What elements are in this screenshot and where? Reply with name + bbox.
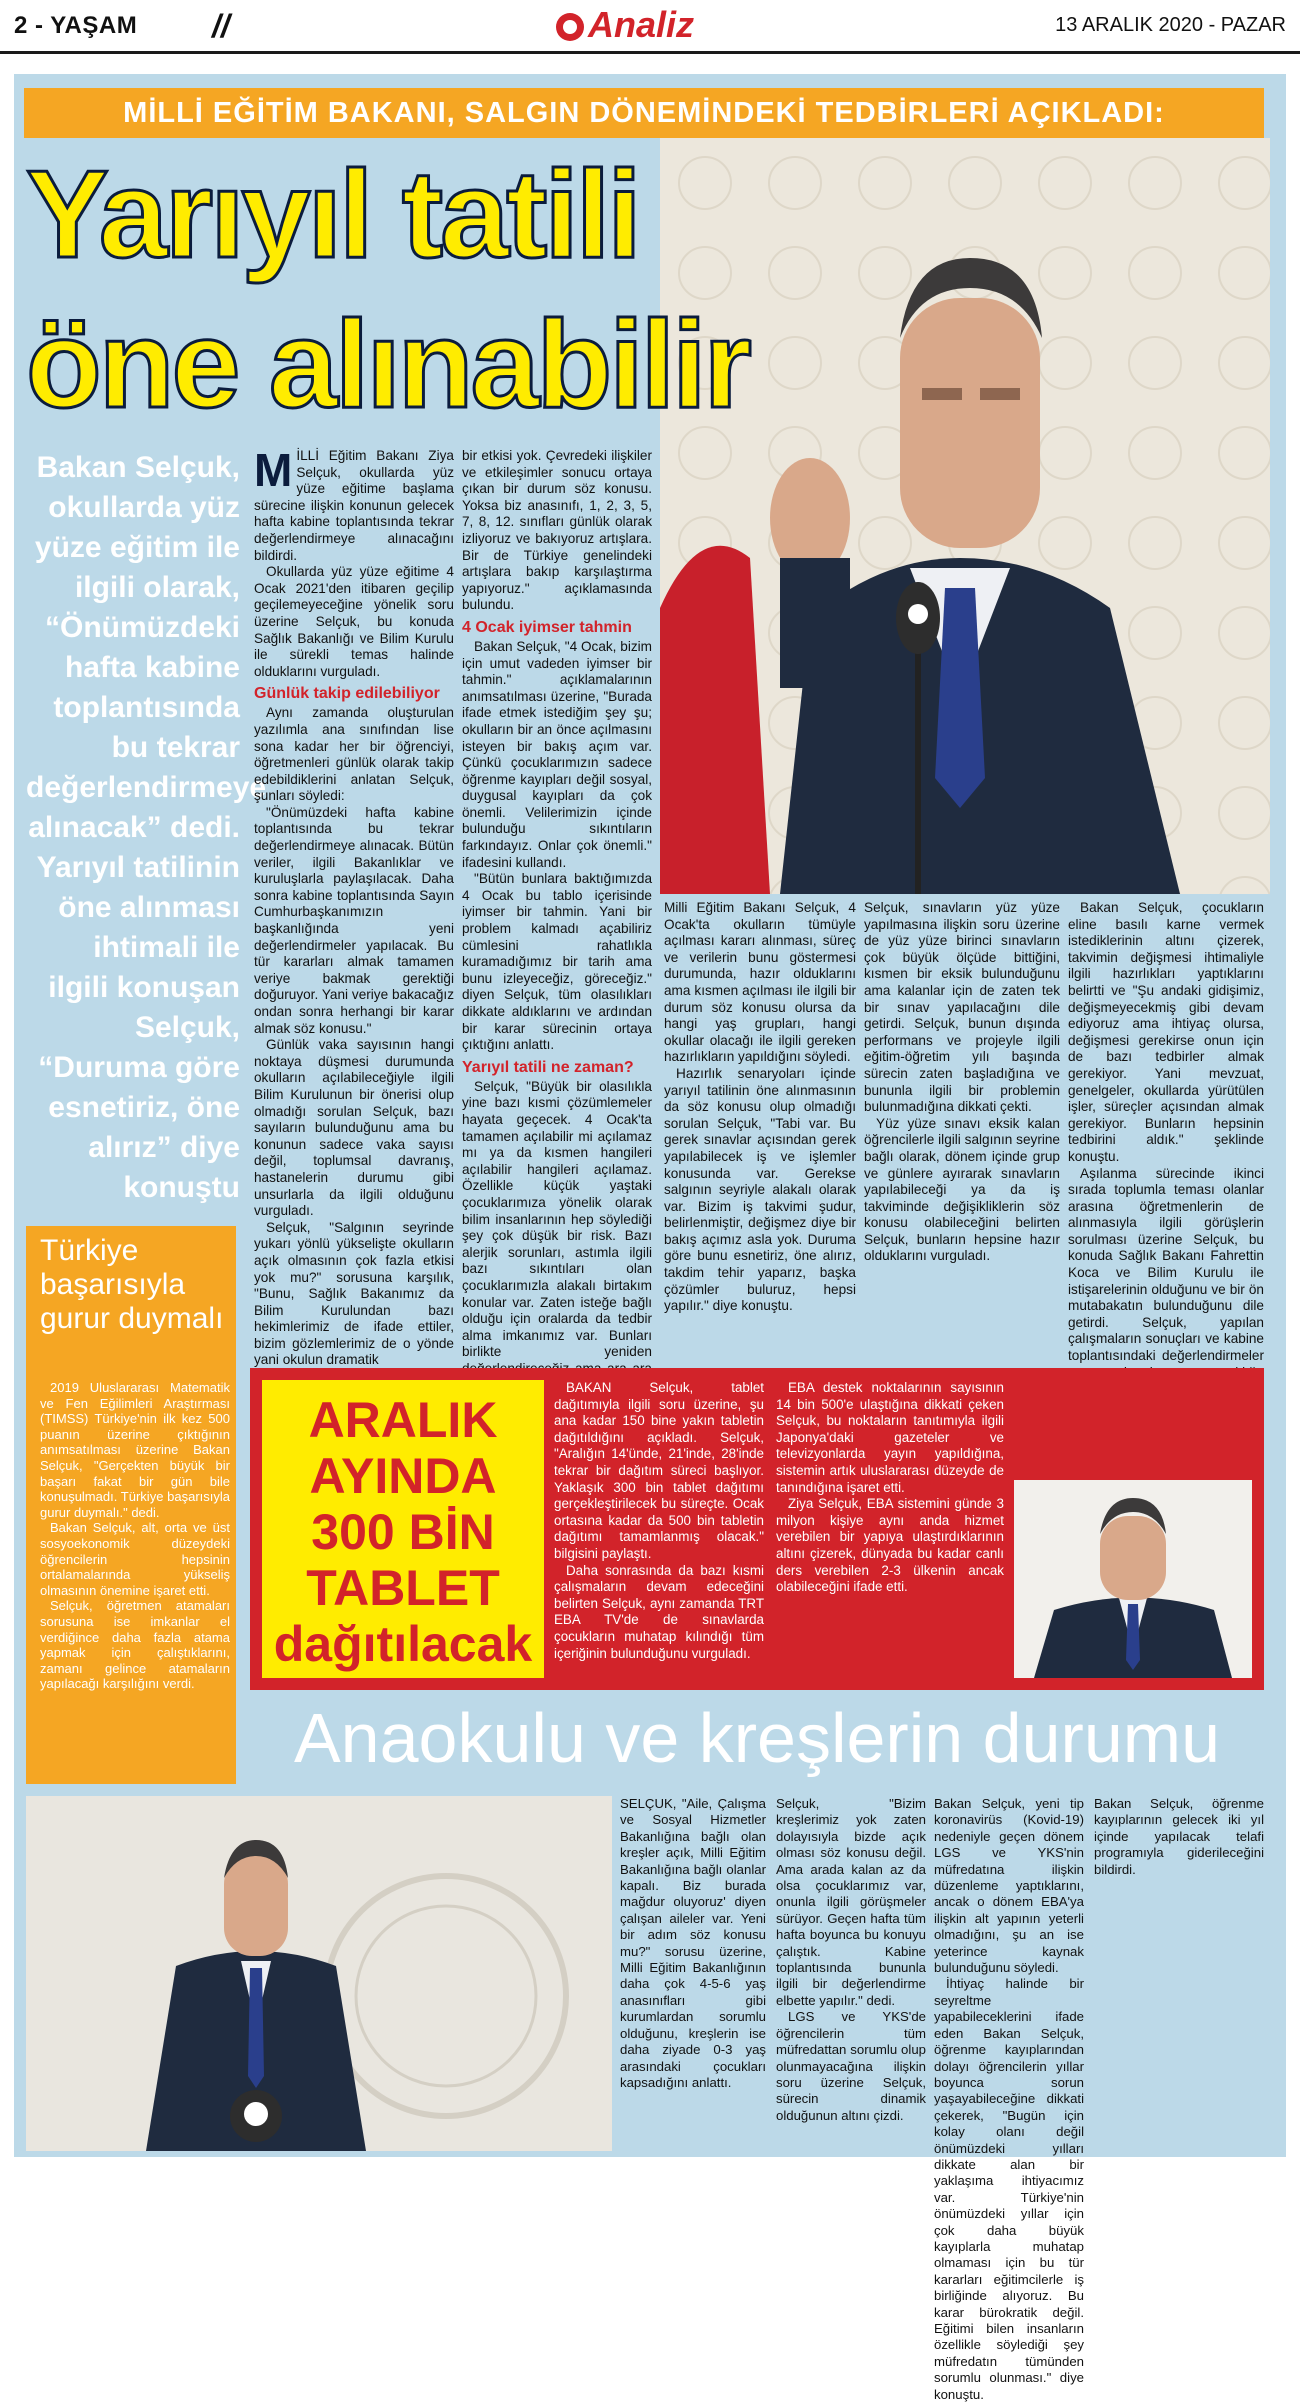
logo-icon <box>556 13 584 41</box>
sidebar-title: Türkiye başarısıyla gurur duymalı <box>40 1234 224 1335</box>
kindergarten-column-1 <box>620 1796 766 2091</box>
article-paragraph: Bakan Selçuk, "4 Ocak, bizim için umut vadeden iyimser bir tahmin." açıklamalarının anımsatılması üzerine, "Burada ifade etmek istediğim şey şu; okulların bir an önce açılmasını isteyen bir bakış açım var. Çünkü çocuklarımızın sadece öğrenme kayıpları değil sosyal, duygusal kayıpları da çok önemli. Velilerimizin içinde bulunduğu sıkıntıların farkındayız. Onlar çok önemli." ifadesini kullandı. <box>462 638 652 870</box>
article-paragraph: Günlük vaka sayısının hangi noktaya düşmesi durumunda okulların açılabileceğiyle ilgili Bilim Kurulunun bir önerisi olup olmadığı sorulan Selçuk, bazı sayıların bulunduğunu ama bu konunun sadece vaka sayısı değil, toplumsal davranış, hastanelerin durumu gibi unsurlarla da ilgili olduğunu vurguladı. <box>254 1037 454 1219</box>
kindergarten-paragraph: Bakan Selçuk, yeni tip koronavirüs (Kovid-19) nedeniyle geçen dönem LGS ve YKS'nin müfredatına ilişkin düzenleme yaptıklarını, ancak o dönem EBA'ya ilişkin alt yapının yeterli olmadığını, şu an ise yeterince kaynak bulunduğunu söyledi. <box>934 1796 1084 1976</box>
article-column-5 <box>1068 900 1264 1398</box>
sidebar-body <box>40 1380 230 1692</box>
article-paragraph: "Önümüzdeki hafta kabine toplantısında bu tekrar değerlendirmeye alınacak. Bütün veriler, ilgili Bakanlıklar ve kuruluşlarla paylaşılacak. Daha sonra kabine toplantısında Sayın Cumhurbaşkanımızın başkanlığında yeni değerlendirmeler yapılacak. Bu tür kararları almak tamamen veriye bakmak gerektiği doğuruyor. Yani veriye bakacağız ondan sonra herhangi bir karar almak söz konusu." <box>254 804 454 1036</box>
article-paragraph: Selçuk, "Salgının seyrinde yukarı yönlü yükselişte okulların açık olmasının çok fazla etkisi yok mu?" sorusuna karşılık, "Bunu, Sağlık Bakanımız da Bilim Kurulundan bazı hekimlerimiz de ifade ettiler, bizim gözlemlerimiz de o yönde yani okulun dramatik <box>254 1219 454 1368</box>
tablet-paragraph: Daha sonrasında da bazı kısmi çalışmaların devam edeceğini belirten Selçuk, aynı zamanda TRT EBA TV'de de sınavlarda çocukların muhatap kılındığı tüm içeriğinin bulunduğunu vurguladı. <box>554 1562 764 1661</box>
article-paragraph: Hazırlık senaryoları içinde yarıyıl tatilinin öne alınmasının da söz konusu olup olmadığı sorulan Selçuk, "Tabi var. Bu gerek sınavlar açısından gerek yapılabilecek iş ve işlemler konusunda var. Gerekse salgının seyriyle alakalı olarak var. Bizim iş takvimi şudur, belirlenmiştir, değişmez diye bir bakış açımız asla yok. Duruma göre bunu esnetiriz, öne alırız, takdim tehir yaparız, başka çözümler buluruz, hepsi yapılır." diye konuştu. <box>664 1065 856 1314</box>
tablet-headline <box>262 1392 544 1672</box>
kindergarten-paragraph: LGS ve YKS'de öğrencilerin tüm müfredattan sorumlu olup olunmayacağına ilişkin soru üzerine Selçuk, sürecin dinamik olduğunun altını çizdi. <box>776 2009 926 2123</box>
tablet-headline-line: TABLET <box>306 1560 500 1616</box>
headline-line-1: Yarıyıl tatili <box>26 146 639 284</box>
kindergarten-column-3 <box>934 1796 1084 2403</box>
tablet-paragraph: EBA destek noktalarının sayısının 14 bin 500'e ulaştığına dikkati çeken Selçuk, bu noktaların tanıtımıyla ilgili Japonya'daki gazeteler ve televizyonlarda yayın yapıldığına, sistemin artık uluslararası düzeyde de tanındığına işaret etti. <box>776 1380 1004 1495</box>
kicker-banner: MİLLİ EĞİTİM BAKANI, SALGIN DÖNEMİNDEKİ TEDBİRLERİ AÇIKLADI: <box>24 88 1264 138</box>
lead-summary: Bakan Selçuk, okullarda yüz yüze eğitim ile ilgili olarak, “Önümüzdeki hafta kabine toplantısında bu tekrar değerlendirmeye alınacak” dedi. Yarıyıl tatilinin öne alınması ihtimali ile ilgili konuşan Selçuk, “Duruma göre esnetiriz, öne alırız” diye konuştu <box>26 451 267 1204</box>
newspaper-logo <box>556 4 694 46</box>
logo-text: Analiz <box>588 4 695 45</box>
article-paragraph: Aynı zamanda oluşturulan yazılımla ana sınıfından lise sona kadar her bir öğrenciyi, öğretmenleri günlük olarak takip edebildiklerini anlatan Selçuk, şunları söyledi: <box>254 705 454 804</box>
tablet-column-2 <box>776 1380 1004 1596</box>
kindergarten-headline: Anaokulu ve kreşlerin durumu <box>293 1699 1221 1777</box>
page-section-label: 2 - YAŞAM <box>14 12 138 39</box>
sidebar-paragraph: Selçuk, öğretmen atamaları sorusuna ise imkanlar el verdiğince daha fazla atama yapmak için çalıştıklarını, zamanı gelince atamaların yapılacağı karşılığını verdi. <box>40 1598 230 1692</box>
tablet-headline-line: AYINDA <box>309 1448 497 1504</box>
headline-line-2: öne alınabilir <box>26 296 749 434</box>
article-column-4 <box>864 900 1060 1265</box>
article-paragraph: Milli Eğitim Bakanı Selçuk, 4 Ocak'ta okulların tümüyle açılması kararı alınması, süreç ve verilerin bunu göstermesi durumunda, hazır olduklarını ama kısmen açılması ile ilgili bir durum söz konusu olursa da hangi yaş grupları, hangi okullar olacağı ile ilgili gereken hazırlıkların yapıldığını söyledi. <box>664 900 856 1065</box>
tablet-headline-line: dağıtılacak <box>273 1616 533 1672</box>
article-paragraph: Okullarda yüz yüze eğitime 4 Ocak 2021'den itibaren geçilip geçilemeyeceğine yönelik soru üzerine Selçuk, bu konuda Sağlık Bakanlığı ve Bilim Kurulu ile sürekli temas halinde olduklarını vurguladı. <box>254 564 454 679</box>
article-paragraph: Yüz yüze sınavı eksik kalan öğrencilerle ilgili salgının seyrine bağlı olarak, dönem içinde grup ve günlere ayırarak sınavların yapılabileceği ya da iş takviminde değişikliklerin söz konusu olabileceğini belirten Selçuk, bunların hepsine hazır olduklarını vurguladı. <box>864 1115 1060 1264</box>
kindergarten-paragraph: Bakan Selçuk, öğrenme kayıplarının gelecek iki yıl içinde yapılacak telafi programıyla giderileceğini bildirdi. <box>1094 1796 1264 1877</box>
article-column-1 <box>254 444 454 1369</box>
article-column-3 <box>664 900 856 1315</box>
bottom-photo <box>26 1796 612 2151</box>
kindergarten-paragraph: SELÇUK, "Aile, Çalışma ve Sosyal Hizmetler Bakanlığına bağlı olan kreşler açık, Milli Eğitim Bakanlığına bağlı olanlar kapalı. Biz burada mağdur oluyoruz' diyen çalışan aileler var. Yeni bir adım söz konusu mu?" sorusu üzerine, Milli Eğitim Bakanlığının daha çok 4-5-6 yaş anasınıfları gibi kurumlardan sorumlu olduğunu, kreşlerin ise daha ziyade 0-3 yaş arasındaki çocukları kapsadığını anlattı. <box>620 1796 766 2090</box>
main-headline <box>26 140 946 440</box>
tablet-paragraph: BAKAN Selçuk, tablet dağıtımıyla ilgili soru üzerine, şu ana kadar 150 bine yakın tabletin dağıtıldığını açıkladı. Selçuk, "Aralığın 14'ünde, 21'inde, 28'inde tekrar bir dağıtım süreci başlıyor. Yaklaşık 300 bin tablet dağıtımı gerçekleştirilecek bu süreçte. Ocak ortasına kadar da 500 bin tabletin dağıtımı tamamlanmış olacak." bilgisini paylaştı. <box>554 1380 764 1561</box>
issue-date: 13 ARALIK 2020 - PAZAR <box>1055 14 1286 36</box>
article-column-2 <box>462 448 652 1394</box>
sidebar-paragraph: Bakan Selçuk, alt, orta ve üst sosyoekonomik düzeydeki öğrencilerin hepsinin ortalamalarında yükseliş olmasının önemine işaret etti. <box>40 1520 230 1598</box>
kindergarten-column-2 <box>776 1796 926 2124</box>
article-subheading: 4 Ocak iyimser tahmin <box>462 618 632 636</box>
article-paragraph: MİLLİ Eğitim Bakanı Ziya Selçuk, okullarda yüz yüze eğitime başlama sürecine ilişkin konunun gelecek hafta kabine toplantısında tekrar değerlendirmeye alınacağını bildirdi. <box>254 444 454 563</box>
minister-portrait-photo <box>1014 1480 1252 1678</box>
article-paragraph: bir etkisi yok. Çevredeki ilişkiler ve etkileşimler sonucu ortaya çıkan bir durum söz konusu. Yoksa biz anasınıfı, 1, 2, 3, 5, 7, 8, 12. sınıfları günlük olarak izliyoruz ve bakıyoruz artışlara. Bir de Türkiye genelindeki artışlara bakıp karşılaştırma yapıyoruz." açıklamasında bulundu. <box>462 448 652 613</box>
article-subheading: Günlük takip edilebiliyor <box>254 685 440 703</box>
article-paragraph: "Bütün bunlara baktığımızda 4 Ocak bu tablo içerisinde iyimser bir tahmin. Yani bir problem kalmadı açabiliriz cümlesini rahatlıkla kuramadığımız bir tarih ama bunu izleyeceğiz, göreceğiz." diyen Selçuk, tüm olasılıkları dikkate aldıklarını ve ardından bir karar sürecinin ortaya çıktığını anlattı. <box>462 871 652 1053</box>
dropcap: M <box>254 444 293 496</box>
article-paragraph: Selçuk, "Büyük bir olasılıkla yine bazı kısmi çözümlemeler hayata geçecek. 4 Ocak'ta tamamen açılabilir mi açılamaz mı ya da kısmen hangileri açılabilir hangileri açılamaz. Özellikle küçük yaştaki çocuklarımıza yönelik olarak bilim insanlarının hep söylediği şey çok düşük bir risk. Bazı alerjik sorunları, astımla ilgili bazı sıkıntıları olan çocuklarımızla alakalı birtakım konular var. Zaten isteğe bağlı olduğu için oralarda da tedbir alma imkanımız var. Bunları birlikte yeniden <box>462 1078 652 1360</box>
kindergarten-paragraph: Selçuk, "Bizim kreşlerimiz yok zaten dolayısıyla bizde açık olması söz konusu değil. Ama arada kalan az da olsa çocuklarımız var, onunla ilgili görüşmeler sürüyor. Geçen hafta tüm hafta boyunca bu konuyu çalıştık. Kabine toplantısında bununla ilgili bir değerlendirme elbette yapılır." dedi. <box>776 1796 926 2008</box>
kindergarten-paragraph: İhtiyaç halinde bir seyreltme yapabileceklerini ifade eden Bakan Selçuk, öğrenme kayıplarından dolayı öğrencilerin yıllar boyunca sorun yaşayabileceğine dikkati çekerek, "Bugün için kolay olanı değil önümüzdeki yılları dikkate alan bir yaklaşıma ihtiyacımız var. Türkiye'nin önümüzdeki yıllar için çok daha büyük kayıplarla muhatap olmaması için bu tür kararları eğitimcilerle iş birliğinde alıyoruz. Bu karar bürokratik değil. Eğitimi bilen insanların özellikle söylediği şey müfredatın tümünden sorumlu olunması." diye konuştu. <box>934 1976 1084 2402</box>
article-paragraph: Selçuk, sınavların yüz yüze yapılmasına ilişkin soru üzerine de yüz yüze birinci sınavların çok büyük ölçüde bittiğini, kısmen bir eksik bulunduğunu ama kalanlar için de zaten tek bir sınav yapılacağını dile getirdi. Selçuk, bunun dışında performans ve projeyle ilgili eğitim-öğretim yılı başında sürecin zaten başladığına ve bununla ilgili bir problemin bulunmadığına dikkati çekti. <box>864 900 1060 1115</box>
kindergarten-column-4 <box>1094 1796 1264 1878</box>
tablet-paragraph: Ziya Selçuk, EBA sistemini günde 3 milyon kişiye aynı anda hizmet verebilen bir yapıya ulaştırdıklarının altını çizerek, dünyada bu kadar canlı ders verebilen 2-3 ülkenin ancak olabileceğini ifade etti. <box>776 1496 1004 1595</box>
divider-slashes: // <box>212 8 230 44</box>
sidebar-paragraph: 2019 Uluslararası Matematik ve Fen Eğilimleri Araştırması (TIMSS) Türkiye'nin ilk kez 500 puanın üzerine çıktığının anımsatılması üzerine Bakan Selçuk, "Gerçekten büyük bir başarı fakat bir gün bile konuşulmadı. Türkiye başarısıyla gurur duymalı." dedi. <box>40 1380 230 1520</box>
tablet-column-1 <box>554 1380 764 1662</box>
article-subheading: Yarıyıl tatili ne zaman? <box>462 1058 634 1076</box>
article-paragraph: Aşılanma sürecinde ikinci sırada toplumla teması olanlar arasına öğretmenlerin de alınmasıyla ilgili görüşlerin sorulması üzerine Selçuk, bu konuda Sağlık Bakanı Fahrettin Koca ve Bilim Kurulu ile istişarelerinin olduğunu ve bir ön mutabakatın bulunduğunu dile getirdi. Selçuk, yapılan çalışmaların sonuçları ve kabine toplantısındaki değerlendirmeler <box>1068 1165 1264 1364</box>
tablet-headline-line: ARALIK <box>308 1392 498 1448</box>
article-paragraph: Bakan Selçuk, çocukların eline basılı karne vermek istediklerinin altını çizerek, takvimin değişmesi ihtimaliyle ilgili hazırlıkları yaptıklarını belirtti ve "Şu andaki gidişimiz, değişmeyecekmiş gibi devam ediyoruz ama ihtiyaç olursa, değişmesi gerekirse onun için de bazı tedbirler almak gerekiyor. Yani mevzuat, genelgeler, okullarda yürütülen işler, süreçler açısından almak gerekiyor. Bunların hepsinin tedbirini aldık." şeklinde konuştu. <box>1068 900 1264 1164</box>
tablet-headline-line: 300 BİN <box>311 1504 495 1560</box>
